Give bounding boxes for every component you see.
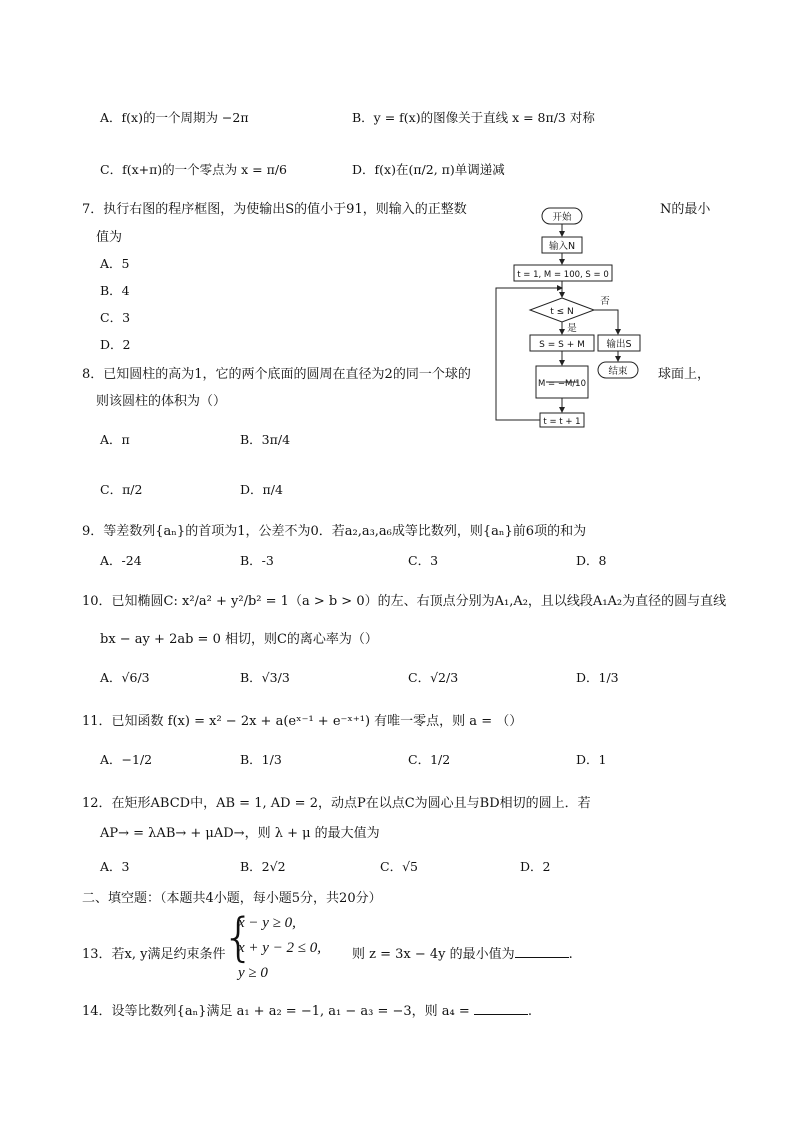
q8-stem-line2: 则该圆柱的体积为（） — [96, 394, 227, 409]
q6-option-b: B．y = f(x)的图像关于直线 x = 8π/3 对称 — [352, 110, 595, 125]
flow-yes-label: 是 — [567, 323, 577, 334]
q8-option-b: B．3π/4 — [240, 432, 291, 447]
q13-end: . — [568, 947, 573, 962]
q13-constraint-2: x + y − 2 ≤ 0, — [238, 940, 322, 956]
q13-answer-blank[interactable] — [515, 945, 569, 958]
q14-stem: 14．设等比数列{aₙ}满足 a₁ + a₂ = −1, a₁ − a₃ = −3，则 a₄ = — [82, 1004, 474, 1019]
flow-update-t: t = t + 1 — [543, 417, 581, 427]
q7-option-b: B．4 — [100, 283, 130, 298]
q14-end: . — [527, 1004, 533, 1019]
q10-stem-line2: bx − ay + 2ab = 0 相切，则C的离心率为（） — [100, 632, 378, 647]
q8-option-a: A．π — [100, 432, 130, 447]
q12-option-a: A．3 — [100, 859, 130, 874]
q7-option-d: D．2 — [100, 337, 131, 352]
q7-option-a: A．5 — [100, 256, 130, 271]
q14-line — [82, 1000, 532, 1019]
flow-output: 输出S — [606, 339, 632, 350]
flow-start: 开始 — [552, 212, 572, 223]
q11-option-a: A．−1/2 — [100, 752, 153, 767]
q8-option-c: C．π/2 — [100, 482, 143, 497]
q8-stem-line1: 8．已知圆柱的高为1，它的两个底面的圆周在直径为2的同一个球的 — [82, 367, 471, 382]
q9-option-b: B．-3 — [240, 553, 274, 568]
q11-option-d: D．1 — [576, 752, 607, 767]
q6-option-c: C．f(x+π)的一个零点为 x = π/6 — [100, 162, 288, 177]
q8-stem-line1-tail: 球面上， — [658, 367, 711, 382]
q10-option-c: C．√2/3 — [408, 670, 459, 685]
q11-option-c: C．1/2 — [408, 752, 451, 767]
q10-stem-line1: 10．已知椭圆C: x²/a² + y²/b² = 1（a > b > 0）的左、右顶点分别为A₁,A₂，且以线段A₁A₂为直径的圆与直线 — [82, 594, 727, 609]
q10-option-b: B．√3/3 — [240, 670, 290, 685]
q7-option-c: C．3 — [100, 310, 131, 325]
q13-prefix: 13．若x, y满足约束条件 — [82, 947, 226, 962]
q7-stem-line1-tail: N的最小 — [660, 202, 711, 217]
section-2-heading: 二、填空题：（本题共4小题，每小题5分，共20分） — [82, 891, 382, 906]
flow-init: t = 1, M = 100, S = 0 — [517, 270, 609, 280]
q11-option-b: B．1/3 — [240, 752, 282, 767]
q7-stem-line1: 7．执行右图的程序框图，为使输出S的值小于91，则输入的正整数 — [82, 202, 467, 217]
q13-brace: { — [222, 908, 256, 968]
flow-input: 输入N — [548, 241, 576, 252]
q10-option-d: D．1/3 — [576, 670, 619, 685]
q13-constraint-3: y ≥ 0 — [238, 965, 268, 981]
flow-update-m: M = −M/10 — [538, 379, 586, 389]
q6-option-a: A．f(x)的一个周期为 −2π — [100, 110, 249, 125]
flow-update-s: S = S + M — [539, 340, 585, 350]
q7-stem-line2: 值为 — [96, 230, 123, 245]
q9-stem: 9．等差数列{aₙ}的首项为1，公差不为0．若a₂,a₃,a₆成等比数列，则{aₙ}前6项的和为 — [82, 524, 587, 539]
q11-stem: 11．已知函数 f(x) = x² − 2x + a(eˣ⁻¹ + e⁻ˣ⁺¹) 有唯一零点，则 a = （） — [82, 714, 523, 729]
flow-condition: t ≤ N — [550, 307, 574, 317]
q10-option-a: A．√6/3 — [100, 670, 150, 685]
q8-option-d: D．π/4 — [240, 482, 283, 497]
q12-stem-line1: 12．在矩形ABCD中，AB = 1, AD = 2，动点P在以点C为圆心且与BD相切的圆上．若 — [82, 796, 591, 811]
q14-answer-blank[interactable] — [474, 1002, 528, 1015]
q9-option-d: D．8 — [576, 553, 607, 568]
q12-option-c: C．√5 — [380, 859, 418, 874]
flow-end: 结束 — [608, 366, 628, 377]
q13-suffix — [352, 943, 573, 962]
q12-option-d: D．2 — [520, 859, 551, 874]
q6-option-d: D．f(x)在(π/2, π)单调递减 — [352, 162, 505, 177]
q9-option-a: A．-24 — [100, 553, 142, 568]
q12-stem-line2: AP→ = λAB→ + μAD→，则 λ + μ 的最大值为 — [100, 826, 380, 841]
flow-no-label: 否 — [600, 296, 610, 307]
q13-constraint-1: x − y ≥ 0, — [238, 915, 296, 931]
q13-suffix-text: 则 z = 3x − 4y 的最小值为 — [352, 947, 515, 962]
q9-option-c: C．3 — [408, 553, 439, 568]
q12-option-b: B．2√2 — [240, 859, 286, 874]
flowchart — [490, 200, 660, 432]
